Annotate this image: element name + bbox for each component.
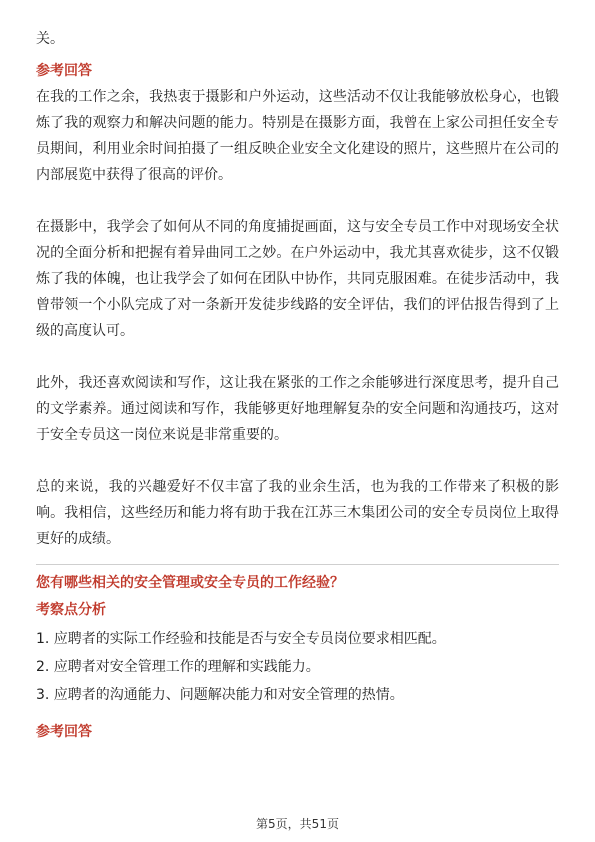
analysis-point-1: 1. 应聘者的实际工作经验和技能是否与安全专员岗位要求相匹配。 [36,631,446,647]
continued-text-fragment: 关。 [36,31,64,47]
page-content [36,26,559,745]
answer-paragraph-3: 此外，我还喜欢阅读和写作，这让我在紧张的工作之余能够进行深度思考，提升自己的文学素养。通过阅读和写作，我能够更好地理解复杂的安全问题和沟通技巧，这对于安全专员这一岗位来说是非常重要的。 [36,375,559,443]
analysis-label: 考察点分析 [36,602,106,618]
analysis-point-3: 3. 应聘者的沟通能力、问题解决能力和对安全管理的热情。 [36,687,404,703]
answer-paragraph-1: 在我的工作之余，我热衷于摄影和户外运动，这些活动不仅让我能够放松身心，也锻炼了我的观察力和解决问题的能力。特别是在摄影方面，我曾在上家公司担任安全专员期间，利用业余时间拍摄了一组反映企业安全文化建设的照片，这些照片在公司的内部展览中获得了很高的评价。 [36,89,559,183]
answer-paragraph-4: 总的来说，我的兴趣爱好不仅丰富了我的业余生活，也为我的工作带来了积极的影响。我相信，这些经历和能力将有助于我在江苏三木集团公司的安全专员岗位上取得更好的成绩。 [36,479,559,547]
page-number-footer: 第5页，共51页 [256,817,339,831]
answer-paragraph-2: 在摄影中，我学会了如何从不同的角度捕捉画面，这与安全专员工作中对现场安全状况的全面分析和把握有着异曲同工之妙。在户外运动中，我尤其喜欢徒步，这不仅锻炼了我的体魄，也让我学会了如何在团队中协作，共同克服困难。在徒步活动中，我曾带领一个小队完成了对一条新开发徒步线路的安全评估，我们的评估报告得到了上级的高度认可。 [36,219,559,339]
section-divider [36,564,559,565]
analysis-point-2: 2. 应聘者对安全管理工作的理解和实践能力。 [36,659,320,675]
question-title: 您有哪些相关的安全管理或安全专员的工作经验？ [36,575,344,591]
reference-answer-label-2: 参考回答 [36,724,92,740]
reference-answer-label: 参考回答 [36,63,92,79]
